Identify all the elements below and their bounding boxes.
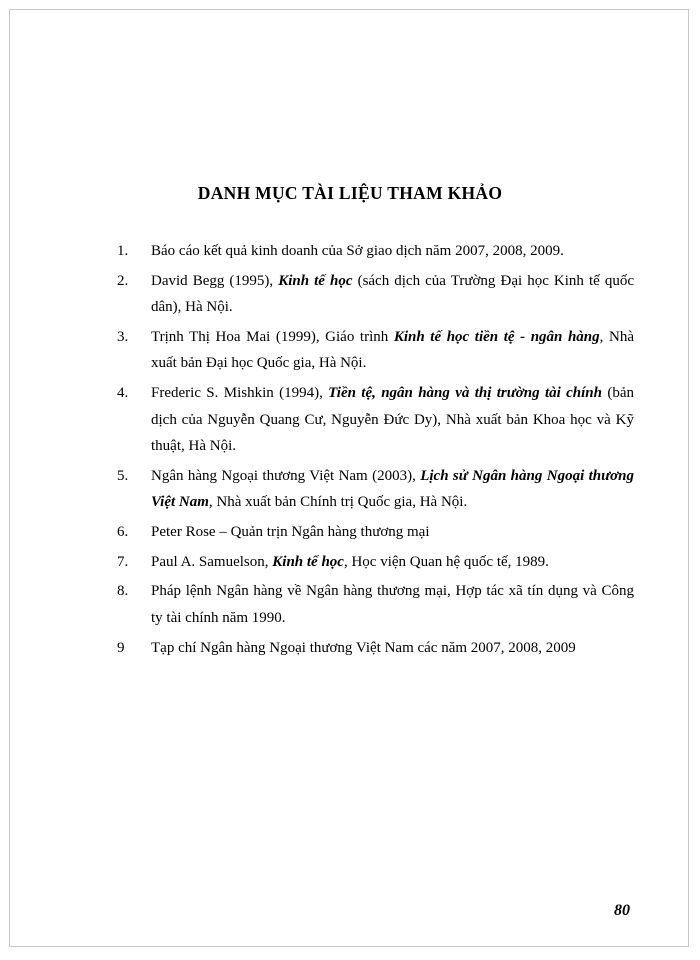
reference-text: Tạp chí Ngân hàng Ngoại thương Việt Nam các năm 2007, 2008, 2009 xyxy=(151,639,576,656)
reference-text-after: (bản dịch của Nguyễn Quang Cư, Nguyễn Đức Dy), Nhà xuất bản Khoa học và Kỹ thuật, Hà Nội. xyxy=(151,385,634,455)
reference-text-after: , Nhà xuất bản Chính trị Quốc gia, Hà Nội. xyxy=(208,494,468,511)
reference-list xyxy=(117,238,634,664)
reference-text-after: , Nhà xuất bản Đại học Quốc gia, Hà Nội. xyxy=(151,328,634,372)
reference-item xyxy=(117,324,634,377)
reference-text: Ngân hàng Ngoại thương Việt Nam (2003), xyxy=(151,467,421,484)
page-number: 80 xyxy=(614,902,630,919)
reference-number: 7. xyxy=(117,553,129,570)
reference-item xyxy=(117,549,634,576)
page-title: DANH MỤC TÀI LIỆU THAM KHẢO xyxy=(197,183,503,203)
reference-title: Kinh tế học tiền tệ - ngân hàng xyxy=(393,328,600,345)
reference-number: 5. xyxy=(117,467,129,484)
reference-text: Peter Rose – Quản trịn Ngân hàng thương mại xyxy=(151,523,430,540)
reference-item xyxy=(117,463,634,516)
reference-text-after: (sách dịch của Trường Đại học Kinh tế quốc dân), Hà Nội. xyxy=(151,272,634,316)
reference-item xyxy=(117,268,634,321)
reference-item xyxy=(117,635,634,662)
reference-number: 4. xyxy=(117,385,129,402)
reference-number: 9 xyxy=(117,639,125,656)
reference-number: 8. xyxy=(117,583,129,600)
reference-title: Kinh tế học xyxy=(278,272,353,289)
reference-text: Frederic S. Mishkin (1994), xyxy=(151,385,329,402)
reference-item xyxy=(117,519,634,546)
reference-item xyxy=(117,238,634,265)
reference-title: Tiền tệ, ngân hàng và thị trường tài chính xyxy=(328,385,602,402)
reference-number: 3. xyxy=(117,328,129,345)
reference-title: Kinh tế học xyxy=(272,553,344,570)
reference-item xyxy=(117,578,634,631)
reference-text: David Begg (1995), xyxy=(151,272,279,289)
reference-number: 2. xyxy=(117,272,129,289)
reference-text: Báo cáo kết quả kinh doanh của Sở giao dịch năm 2007, 2008, 2009. xyxy=(151,243,564,259)
reference-text: Trịnh Thị Hoa Mai (1999), Giáo trình xyxy=(151,328,394,345)
reference-item xyxy=(117,380,634,460)
reference-number: 1. xyxy=(117,243,129,259)
reference-number: 6. xyxy=(117,523,129,540)
reference-text-after: , Học viện Quan hệ quốc tế, 1989. xyxy=(343,553,549,570)
reference-text: Paul A. Samuelson, xyxy=(151,553,273,570)
reference-title: Lịch sử Ngân hàng Ngoại thương Việt Nam xyxy=(151,467,634,511)
reference-text: Pháp lệnh Ngân hàng về Ngân hàng thương mại, Hợp tác xã tín dụng và Công ty tài chính năm 1990. xyxy=(151,583,634,626)
